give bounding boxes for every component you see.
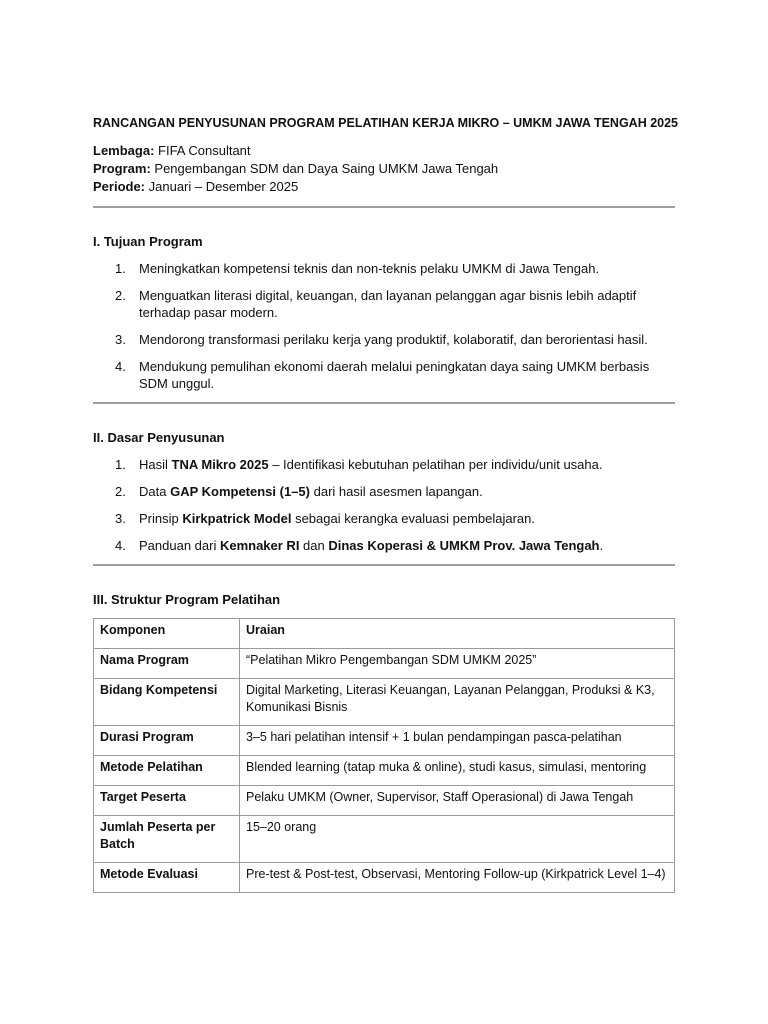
table-key-cell: Bidang Kompetensi: [94, 679, 240, 726]
list-text: Mendorong transformasi perilaku kerja yang produktif, kolaboratif, dan berorientasi hasil.: [139, 332, 648, 347]
list-text: sebagai kerangka evaluasi pembelajaran.: [291, 511, 535, 526]
table-header-cell: Komponen: [94, 619, 240, 649]
table-key-cell: Target Peserta: [94, 786, 240, 816]
section-divider: [93, 564, 675, 566]
list-item: [93, 287, 675, 321]
table-row: [94, 679, 675, 726]
list-text: dari hasil asesmen lapangan.: [310, 484, 483, 499]
list-number: 4.: [115, 359, 126, 374]
list-text-bold: GAP Kompetensi (1–5): [170, 484, 310, 499]
list-text: Prinsip: [139, 511, 183, 526]
table-value-cell: 3–5 hari pelatihan intensif + 1 bulan pendampingan pasca-pelatihan: [240, 726, 675, 756]
table-key-cell: Durasi Program: [94, 726, 240, 756]
list-item: [93, 483, 675, 500]
list-text: – Identifikasi kebutuhan pelatihan per individu/unit usaha.: [268, 457, 603, 472]
table-row: [94, 726, 675, 756]
list-item: [93, 510, 675, 527]
list-text-bold: Kemnaker RI: [219, 538, 300, 553]
list-text-bold: TNA Mikro 2025: [171, 457, 269, 472]
table-header-row: [94, 619, 675, 649]
list-text: Panduan dari: [139, 538, 220, 553]
list-number: 2.: [115, 288, 126, 303]
table-row: [94, 816, 675, 863]
list-number: 3.: [115, 332, 126, 347]
table-key-cell: Metode Pelatihan: [94, 756, 240, 786]
list-text: Hasil: [139, 457, 172, 472]
list-text: Meningkatkan kompetensi teknis dan non-teknis pelaku UMKM di Jawa Tengah.: [139, 261, 600, 276]
section-title-struktur: III. Struktur Program Pelatihan: [93, 592, 281, 607]
list-item: [93, 331, 675, 348]
list-number: 1.: [115, 457, 126, 472]
table-key-cell: Nama Program: [94, 649, 240, 679]
table-row: [94, 756, 675, 786]
meta-value: Januari – Desember 2025: [145, 179, 299, 194]
list-text: Menguatkan literasi digital, keuangan, dan layanan pelanggan agar bisnis lebih adaptif terhadap pasar modern.: [139, 288, 637, 320]
list-text: .: [599, 538, 604, 553]
section-divider: [93, 402, 675, 404]
table-key-cell: Metode Evaluasi: [94, 863, 240, 893]
table-value-cell: “Pelatihan Mikro Pengembangan SDM UMKM 2025”: [240, 649, 675, 679]
list-number: 4.: [115, 538, 126, 553]
list-dasar: [93, 456, 675, 554]
document-title: RANCANGAN PENYUSUNAN PROGRAM PELATIHAN KERJA MIKRO – UMKM JAWA TENGAH 2025: [93, 116, 679, 130]
list-text-bold: Dinas Koperasi & UMKM Prov. Jawa Tengah: [328, 538, 600, 553]
document-content: [93, 115, 679, 893]
table-value-cell: Pelaku UMKM (Owner, Supervisor, Staff Operasional) di Jawa Tengah: [240, 786, 675, 816]
table-value-cell: Pre-test & Post-test, Observasi, Mentoring Follow-up (Kirkpatrick Level 1–4): [240, 863, 675, 893]
meta-periode: [93, 178, 675, 195]
list-number: 3.: [115, 511, 126, 526]
meta-label: Lembaga:: [93, 143, 155, 158]
table-value-cell: Digital Marketing, Literasi Keuangan, Layanan Pelanggan, Produksi & K3, Komunikasi Bisnis: [240, 679, 675, 726]
list-item: [93, 537, 675, 554]
meta-label: Periode:: [93, 179, 146, 194]
list-text-bold: Kirkpatrick Model: [182, 511, 292, 526]
list-item: [93, 456, 675, 473]
list-number: 1.: [115, 261, 126, 276]
table-row: [94, 649, 675, 679]
list-item: [93, 358, 675, 392]
meta-value: Pengembangan SDM dan Daya Saing UMKM Jawa Tengah: [150, 161, 499, 176]
section-title-tujuan: I. Tujuan Program: [93, 234, 203, 249]
list-text: dan: [299, 538, 329, 553]
table-header-cell: Uraian: [240, 619, 675, 649]
list-text: Data: [139, 484, 171, 499]
list-text: Mendukung pemulihan ekonomi daerah melalui peningkatan daya saing UMKM berbasis SDM unggul.: [139, 359, 650, 391]
section-title-dasar: II. Dasar Penyusunan: [93, 430, 225, 445]
table-row: [94, 786, 675, 816]
table-row: [94, 863, 675, 893]
meta-value: FIFA Consultant: [154, 143, 251, 158]
program-structure-table: [93, 618, 675, 893]
meta-lembaga: [93, 142, 675, 159]
meta-program: [93, 160, 675, 177]
list-tujuan: [93, 260, 675, 392]
table-key-cell: Jumlah Peserta per Batch: [94, 816, 240, 863]
list-number: 2.: [115, 484, 126, 499]
table-value-cell: 15–20 orang: [240, 816, 675, 863]
table-value-cell: Blended learning (tatap muka & online), studi kasus, simulasi, mentoring: [240, 756, 675, 786]
list-item: [93, 260, 675, 277]
section-divider: [93, 206, 675, 208]
meta-label: Program:: [93, 161, 151, 176]
